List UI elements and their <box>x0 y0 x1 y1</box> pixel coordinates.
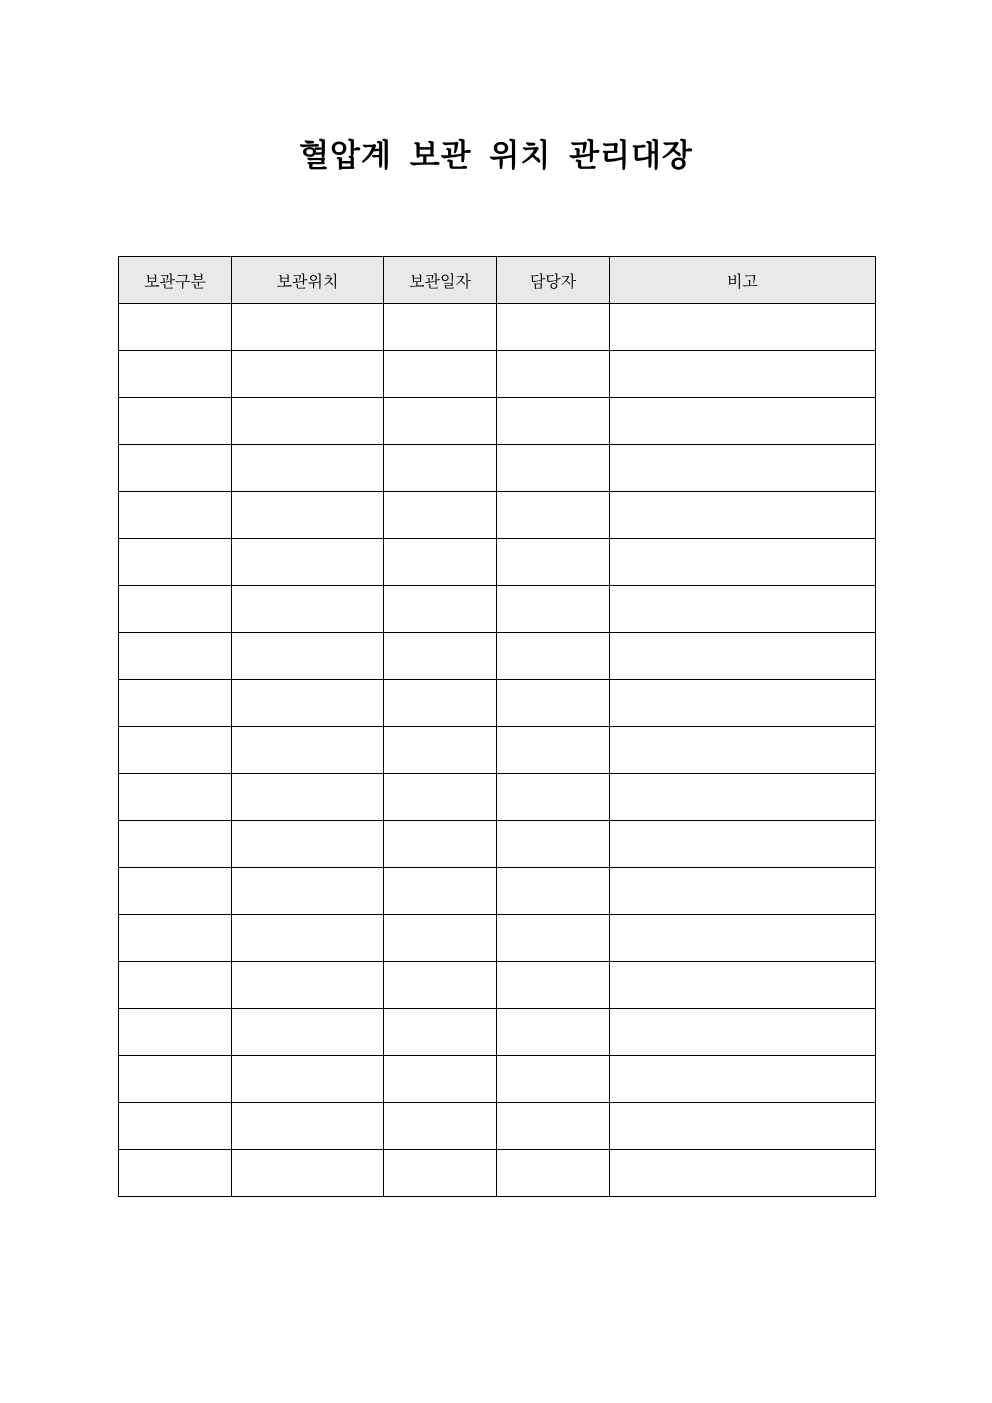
cell-storage-category[interactable] <box>119 774 232 821</box>
cell-storage-date[interactable] <box>384 1103 497 1150</box>
cell-storage-location[interactable] <box>232 539 384 586</box>
cell-storage-date[interactable] <box>384 962 497 1009</box>
cell-person-in-charge[interactable] <box>497 868 610 915</box>
cell-person-in-charge[interactable] <box>497 633 610 680</box>
cell-storage-date[interactable] <box>384 680 497 727</box>
cell-person-in-charge[interactable] <box>497 1103 610 1150</box>
cell-person-in-charge[interactable] <box>497 821 610 868</box>
cell-storage-location[interactable] <box>232 821 384 868</box>
cell-storage-category[interactable] <box>119 915 232 962</box>
table-row <box>119 821 876 868</box>
cell-person-in-charge[interactable] <box>497 398 610 445</box>
cell-remarks[interactable] <box>610 774 876 821</box>
table-row <box>119 727 876 774</box>
cell-storage-location[interactable] <box>232 633 384 680</box>
cell-storage-category[interactable] <box>119 680 232 727</box>
cell-storage-location[interactable] <box>232 1150 384 1197</box>
cell-storage-date[interactable] <box>384 1150 497 1197</box>
cell-remarks[interactable] <box>610 445 876 492</box>
cell-storage-location[interactable] <box>232 962 384 1009</box>
cell-remarks[interactable] <box>610 962 876 1009</box>
cell-storage-location[interactable] <box>232 1009 384 1056</box>
cell-person-in-charge[interactable] <box>497 915 610 962</box>
cell-storage-date[interactable] <box>384 1009 497 1056</box>
cell-storage-date[interactable] <box>384 774 497 821</box>
cell-storage-date[interactable] <box>384 539 497 586</box>
header-storage-date: 보관일자 <box>384 257 497 304</box>
cell-remarks[interactable] <box>610 351 876 398</box>
cell-storage-location[interactable] <box>232 304 384 351</box>
cell-person-in-charge[interactable] <box>497 1150 610 1197</box>
cell-remarks[interactable] <box>610 1150 876 1197</box>
ledger-table <box>118 256 876 1197</box>
cell-person-in-charge[interactable] <box>497 445 610 492</box>
cell-storage-date[interactable] <box>384 398 497 445</box>
table-row <box>119 492 876 539</box>
cell-storage-date[interactable] <box>384 727 497 774</box>
cell-storage-date[interactable] <box>384 868 497 915</box>
header-person-in-charge: 담당자 <box>497 257 610 304</box>
cell-storage-location[interactable] <box>232 680 384 727</box>
cell-storage-location[interactable] <box>232 1103 384 1150</box>
cell-person-in-charge[interactable] <box>497 304 610 351</box>
cell-person-in-charge[interactable] <box>497 962 610 1009</box>
cell-remarks[interactable] <box>610 586 876 633</box>
table-row <box>119 915 876 962</box>
table-row <box>119 633 876 680</box>
table-row <box>119 680 876 727</box>
cell-storage-category[interactable] <box>119 445 232 492</box>
table-row <box>119 1056 876 1103</box>
cell-storage-location[interactable] <box>232 586 384 633</box>
header-remarks: 비고 <box>610 257 876 304</box>
header-storage-location: 보관위치 <box>232 257 384 304</box>
table-row <box>119 398 876 445</box>
header-row <box>119 257 876 304</box>
cell-storage-location[interactable] <box>232 351 384 398</box>
cell-person-in-charge[interactable] <box>497 492 610 539</box>
table-row <box>119 539 876 586</box>
table-row <box>119 1009 876 1056</box>
cell-storage-date[interactable] <box>384 821 497 868</box>
cell-storage-location[interactable] <box>232 774 384 821</box>
cell-storage-date[interactable] <box>384 492 497 539</box>
cell-storage-date[interactable] <box>384 586 497 633</box>
table-row <box>119 445 876 492</box>
cell-storage-date[interactable] <box>384 351 497 398</box>
cell-person-in-charge[interactable] <box>497 727 610 774</box>
table-row <box>119 962 876 1009</box>
table-row <box>119 304 876 351</box>
cell-storage-category[interactable] <box>119 1103 232 1150</box>
cell-remarks[interactable] <box>610 727 876 774</box>
cell-remarks[interactable] <box>610 1056 876 1103</box>
cell-remarks[interactable] <box>610 539 876 586</box>
cell-storage-category[interactable] <box>119 633 232 680</box>
cell-remarks[interactable] <box>610 398 876 445</box>
cell-storage-location[interactable] <box>232 868 384 915</box>
cell-person-in-charge[interactable] <box>497 539 610 586</box>
table-body <box>119 304 876 1197</box>
cell-storage-category[interactable] <box>119 962 232 1009</box>
cell-storage-date[interactable] <box>384 445 497 492</box>
cell-storage-category[interactable] <box>119 868 232 915</box>
cell-storage-location[interactable] <box>232 445 384 492</box>
cell-remarks[interactable] <box>610 868 876 915</box>
page-title: 혈압계 보관 위치 관리대장 <box>299 138 693 174</box>
cell-remarks[interactable] <box>610 492 876 539</box>
cell-remarks[interactable] <box>610 633 876 680</box>
cell-storage-date[interactable] <box>384 304 497 351</box>
cell-storage-date[interactable] <box>384 633 497 680</box>
table-row <box>119 586 876 633</box>
cell-person-in-charge[interactable] <box>497 1056 610 1103</box>
cell-person-in-charge[interactable] <box>497 680 610 727</box>
cell-storage-category[interactable] <box>119 1056 232 1103</box>
cell-remarks[interactable] <box>610 1103 876 1150</box>
cell-remarks[interactable] <box>610 304 876 351</box>
cell-storage-category[interactable] <box>119 492 232 539</box>
cell-storage-category[interactable] <box>119 821 232 868</box>
cell-storage-location[interactable] <box>232 398 384 445</box>
cell-person-in-charge[interactable] <box>497 351 610 398</box>
cell-remarks[interactable] <box>610 680 876 727</box>
cell-storage-category[interactable] <box>119 1009 232 1056</box>
cell-person-in-charge[interactable] <box>497 774 610 821</box>
table-row <box>119 1103 876 1150</box>
table-row <box>119 868 876 915</box>
cell-storage-category[interactable] <box>119 539 232 586</box>
cell-storage-location[interactable] <box>232 1056 384 1103</box>
cell-storage-category[interactable] <box>119 727 232 774</box>
cell-person-in-charge[interactable] <box>497 1009 610 1056</box>
cell-remarks[interactable] <box>610 821 876 868</box>
cell-storage-category[interactable] <box>119 351 232 398</box>
cell-storage-location[interactable] <box>232 727 384 774</box>
cell-storage-category[interactable] <box>119 1150 232 1197</box>
table-row <box>119 774 876 821</box>
cell-storage-date[interactable] <box>384 1056 497 1103</box>
cell-remarks[interactable] <box>610 915 876 962</box>
table-row <box>119 1150 876 1197</box>
cell-storage-category[interactable] <box>119 586 232 633</box>
header-storage-category: 보관구분 <box>119 257 232 304</box>
cell-person-in-charge[interactable] <box>497 586 610 633</box>
cell-remarks[interactable] <box>610 1009 876 1056</box>
cell-storage-location[interactable] <box>232 492 384 539</box>
cell-storage-category[interactable] <box>119 304 232 351</box>
cell-storage-category[interactable] <box>119 398 232 445</box>
table-row <box>119 351 876 398</box>
cell-storage-date[interactable] <box>384 915 497 962</box>
cell-storage-location[interactable] <box>232 915 384 962</box>
